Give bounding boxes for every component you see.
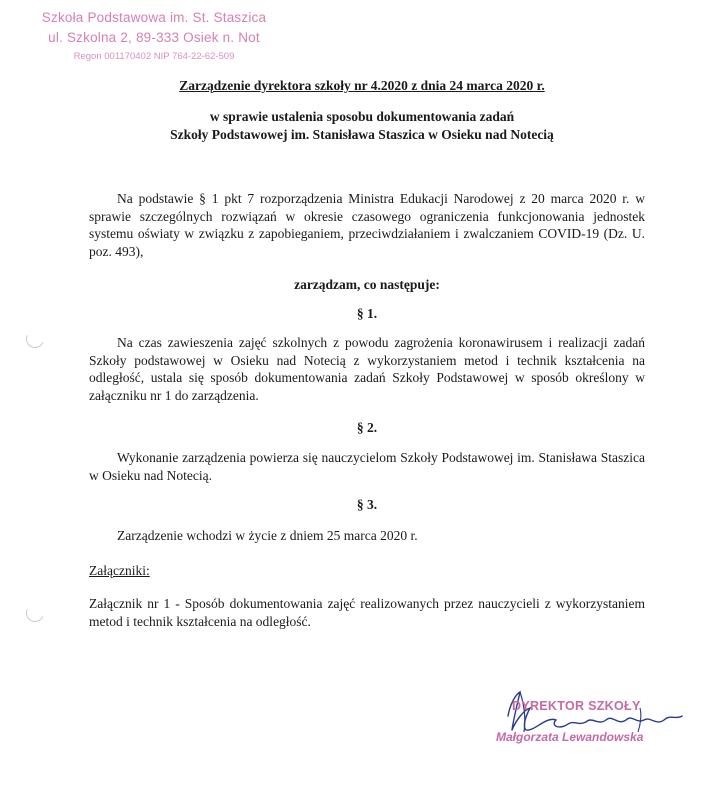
section-2-heading: § 2. — [356, 420, 378, 435]
stamp-school-name: Szkoła Podstawowa im. St. Staszica — [41, 10, 267, 25]
punch-hole-mark — [23, 601, 46, 624]
subtitle-line-1: w sprawie ustalenia sposobu dokumentowania zadań — [209, 109, 515, 124]
stamp-registry-numbers: Regon 001170402 NIP 764-22-62-509 — [73, 51, 235, 62]
section-2-text: Wykonanie zarządzenia powierza się nauczycielom Szkoły Podstawowej im. Stanisława Staszica w Osieku nad Notecią. — [89, 450, 645, 483]
signature-block — [490, 686, 690, 756]
subtitle-line-2: Szkoły Podstawowej im. Stanisława Staszica w Osieku nad Notecią — [170, 127, 554, 142]
decree-line: zarządzam, co następuje: — [294, 277, 440, 292]
signature-name-stamp: Małgorzata Lewandowska — [496, 730, 644, 744]
section-3-heading: § 3. — [356, 497, 378, 512]
preamble-paragraph: Na podstawie § 1 pkt 7 rozporządzenia Ministra Edukacji Narodowej z 20 marca 2020 r. w sprawie szczególnych rozwiązań w okresie czasowego ograniczenia funkcjonowania jednostek systemu oświaty w związku z zapobieganiem, przeciwdziałaniem i zwalczaniem COVID-19 (Dz. U. poz. 493), — [89, 191, 645, 259]
document-subtitle — [0, 108, 724, 144]
attachments-label: Załączniki: — [89, 563, 150, 578]
punch-hole-mark — [23, 327, 46, 350]
stamp-address: ul. Szkolna 2, 89-333 Osiek n. Not — [48, 30, 260, 45]
document-title: Zarządzenie dyrektora szkoły nr 4.2020 z dnia 24 marca 2020 r. — [179, 78, 545, 93]
section-1-text: Na czas zawieszenia zajęć szkolnych z powodu zagrożenia koronawirusem i realizacji zadań Szkoły podstawowej w Osieku nad Notecią z wykorzystaniem metod i technik kształcenia na odległość, ustala się sposób dokumentowania zadań Szkoły Podstawowej w sposób określony w załączniku nr 1 do zarządzenia. — [89, 335, 645, 403]
section-1-heading: § 1. — [356, 306, 378, 321]
attachment-1-text: Załącznik nr 1 - Sposób dokumentowania zajęć realizowanych przez nauczycieli z wykorzystaniem metod i technik kształcenia na odległość. — [89, 596, 645, 629]
signature-title-stamp: DYREKTOR SZKOŁY — [512, 699, 641, 713]
section-3-text: Zarządzenie wchodzi w życie z dniem 25 marca 2020 r. — [117, 528, 418, 543]
handwritten-signature — [490, 686, 690, 756]
school-stamp — [40, 8, 268, 66]
